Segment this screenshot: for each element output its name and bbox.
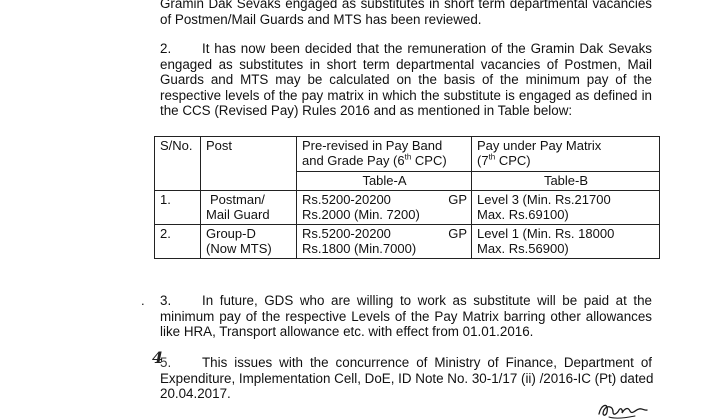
signature-icon [595,398,655,420]
paragraph-1 [160,0,652,27]
paragraph-4-line-1 [160,355,652,371]
paragraph-4-number [160,355,202,371]
paragraph-3-line-1 [160,293,652,309]
header-pre-revised-text-a: Pre-revised in Pay Band [302,138,443,153]
row-2-pre-gp: GP [448,226,467,241]
header-pre-revised-text-c: CPC) [411,153,447,168]
row-1-pre-range: Rs.5200-20200 [302,192,391,207]
handwritten-number-correction: 4 [152,348,164,367]
paragraph-4-line-1-text: This issues with the concurrence of Ministry of Finance, Department of [202,355,652,370]
row-1-pre-revised-line-2: Rs.2000 (Min. 7200) [302,207,420,222]
paragraph-3 [160,293,652,340]
row-1-post-line-1: Postman/ [210,192,265,207]
row-2-pre-revised [297,225,472,259]
row-2-pay-matrix-line-1: Level 1 (Min. Rs. 18000 [477,226,615,241]
row-1-pay-matrix-line-1: Level 3 (Min. Rs.21700 [477,192,611,207]
header-pre-revised-line-1 [302,138,467,153]
header-pay-matrix-text-b: (7 [477,153,489,168]
paragraph-3-line-2: minimum pay of the respective Levels of the Pay Matrix barring other allowances [160,308,652,324]
paragraph-2 [160,41,652,119]
stray-dot: . [141,293,145,308]
paragraph-3-line-3: like HRA, Transport allowance etc. with effect from 01.01.2016. [160,324,534,339]
row-1-pay-matrix-line-2: Max. Rs.69100) [477,207,569,222]
table-header-row [155,137,660,172]
header-pre-revised-text-b: and Grade Pay (6 [302,153,405,168]
row-1-pre-revised [297,191,472,225]
row-2-sno: 2. [155,225,201,259]
row-1-pre-gp: GP [448,192,467,207]
paragraph-1-line-2: of Postmen/Mail Guards and MTS has been reviewed. [160,11,482,27]
subheader-table-b: Table-B [472,172,660,191]
paragraph-2-line-2: engaged as substitutes in short term departmental vacancies of Postmen, Mail [160,56,652,72]
paragraph-2-line-1 [160,41,652,57]
header-post: Post [201,137,297,191]
paragraph-2-line-5: the CCS (Revised Pay) Rules 2016 and as mentioned in Table below: [160,103,573,118]
header-pre-revised-sup: th [404,152,412,162]
paragraph-2-line-3: Guards and MTS may be calculated on the basis of the minimum pay of the [160,72,652,87]
paragraph-2-number [160,41,202,57]
row-1-sno: 1. [155,191,201,225]
table-row [155,191,660,225]
header-pre-revised [297,137,472,172]
header-pay-matrix [472,137,660,172]
row-2-pre-revised-line-1 [302,226,467,241]
row-2-post-line-2: (Now MTS) [206,241,272,256]
paragraph-4-num-text: 5. [160,355,172,370]
paragraph-2-line-1-text: It has now been decided that the remuneration of the Gramin Dak Sevaks [202,41,652,56]
row-1-pre-revised-line-1 [302,192,467,207]
row-2-pre-revised-line-2: Rs.1800 (Min.7000) [302,241,417,256]
paragraph-4 [160,355,652,402]
row-2-pay-matrix-line-2: Max. Rs.56900) [477,241,569,256]
row-1-pay-matrix [472,191,660,225]
header-sno: S/No. [155,137,201,191]
header-pay-matrix-sup: th [488,152,496,162]
paragraph-1-line-1: Gramin Dak Sevaks engaged as substitutes in short term departmental vacancies [160,0,652,11]
paragraph-3-num-text: 3. [160,293,172,308]
paragraph-3-line-1-text: In future, GDS who are willing to work as substitute will be paid at the [202,293,652,308]
paragraph-2-num-text: 2. [160,41,172,56]
row-2-post [201,225,297,259]
paragraph-2-line-4: respective levels of the pay matrix in which the substitute is engaged as defined in [160,87,652,103]
subheader-table-a: Table-A [297,172,472,191]
header-pay-matrix-line-1: Pay under Pay Matrix [477,138,602,153]
paragraph-3-number [160,293,202,309]
header-pre-revised-line-2 [302,153,467,168]
row-1-post [201,191,297,225]
row-2-post-line-1: Group-D [206,226,256,241]
row-2-pre-range: Rs.5200-20200 [302,226,391,241]
row-1-post-line-2: Mail Guard [206,207,270,222]
pay-table [154,136,660,259]
paragraph-4-line-3: 20.04.2017. [160,386,231,401]
paragraph-4-line-2: Expenditure, Implementation Cell, DoE, ID Note No. 30-1/17 (ii) /2016-IC (Pt) dated [160,370,654,386]
header-pay-matrix-text-c: CPC) [495,153,531,168]
header-pay-matrix-line-2 [477,153,655,168]
table-row [155,225,660,259]
row-2-pay-matrix [472,225,660,259]
